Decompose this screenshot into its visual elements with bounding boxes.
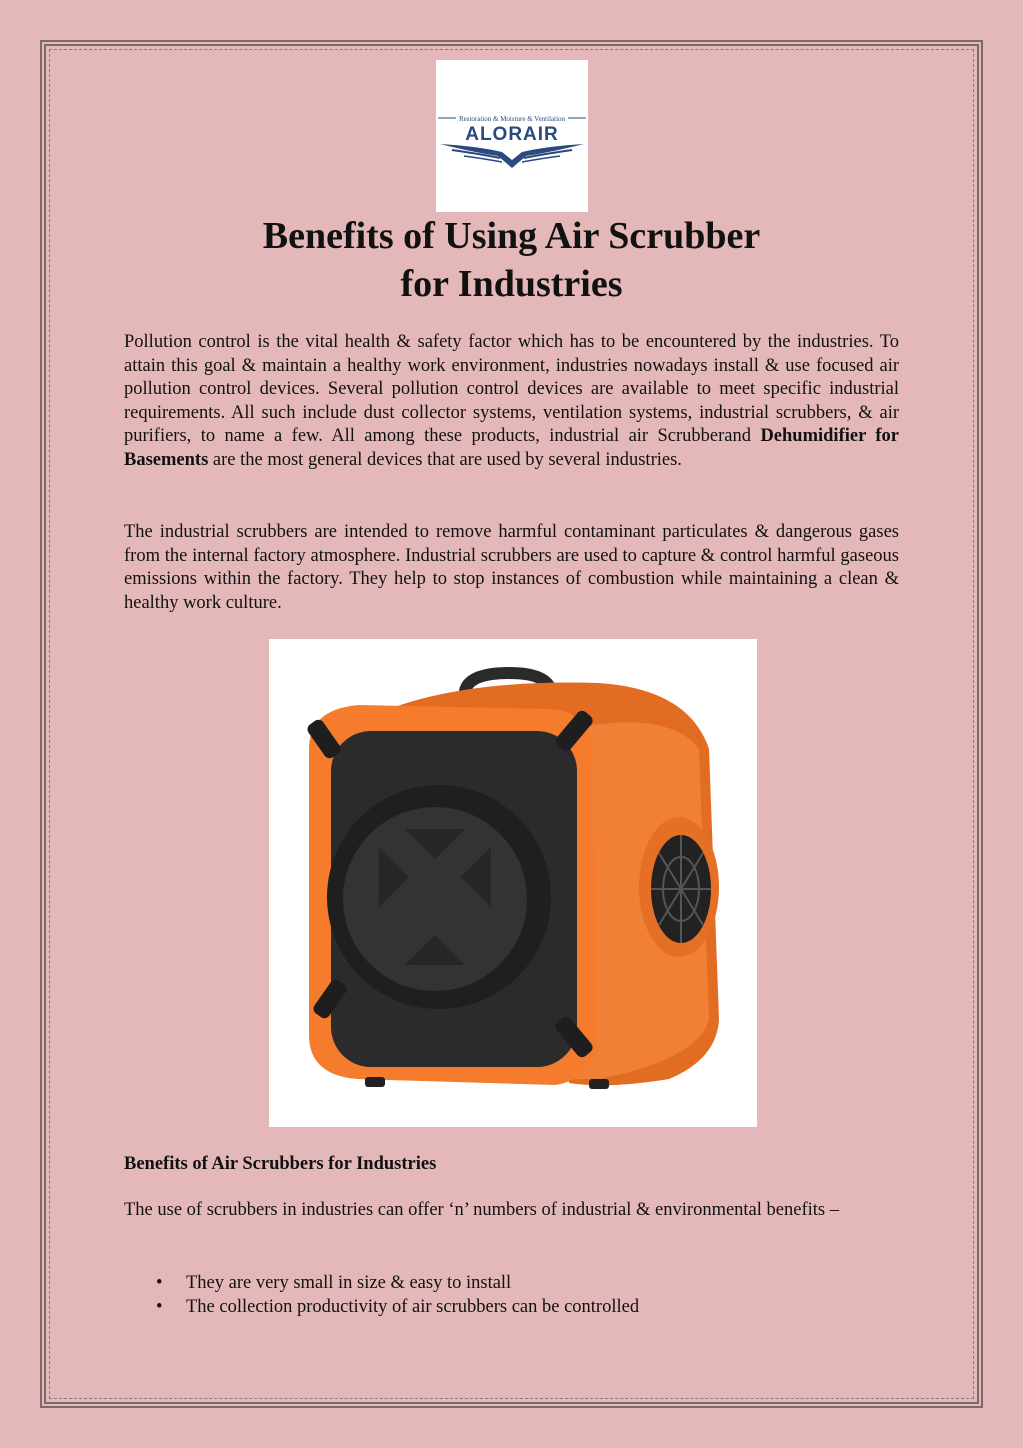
list-item: • They are very small in size & easy to install	[124, 1271, 899, 1295]
intro-text-after: are the most general devices that are used by several industries.	[208, 449, 682, 470]
air-scrubber-product-photo	[269, 639, 757, 1127]
page-title-line-2: for Industries	[400, 263, 623, 305]
logo-brand: ALORAIR	[465, 124, 559, 145]
benefits-list	[124, 1271, 899, 1319]
dehumidifier-link[interactable]: Dehumidifier for Basements	[124, 426, 900, 470]
intro-text-before: Pollution control is the vital health & safety factor which has to be encountered by the industries. To attain this goal & maintain a healthy work environment, industries nowadays install & use focused air pollution control devices. Several pollution control devices are available to meet specific industrial requirements. All such include dust collector systems, ventilation systems, industrial scrubbers, & air purifiers, to name a few. All among these products, industrial air Scrubberand	[124, 332, 899, 447]
benefits-heading: Benefits of Air Scrubbers for Industries	[124, 1154, 437, 1174]
air-scrubber-image	[269, 639, 757, 1127]
alorair-logo	[436, 60, 588, 212]
alorair-logo-graphic	[436, 60, 588, 212]
scrubbers-paragraph: The industrial scrubbers are intended to remove harmful contaminant particulates & dangerous gases from the internal factory atmosphere. Industrial scrubbers are used to capture & control harmful gaseous emissions within the factory. They help to stop instances of combustion while maintaining a clean & healthy work culture.	[124, 522, 899, 613]
page-title	[0, 212, 1023, 308]
benefits-intro: The use of scrubbers in industries can offer ‘n’ numbers of industrial & environmental benefits –	[124, 1200, 839, 1220]
logo-tagline: Restoration & Moisture & Ventilation	[458, 115, 566, 123]
intro-paragraph	[124, 331, 899, 473]
list-item: • The collection productivity of air scrubbers can be controlled	[124, 1295, 899, 1319]
page-title-line-1: Benefits of Using Air Scrubber	[262, 215, 761, 257]
